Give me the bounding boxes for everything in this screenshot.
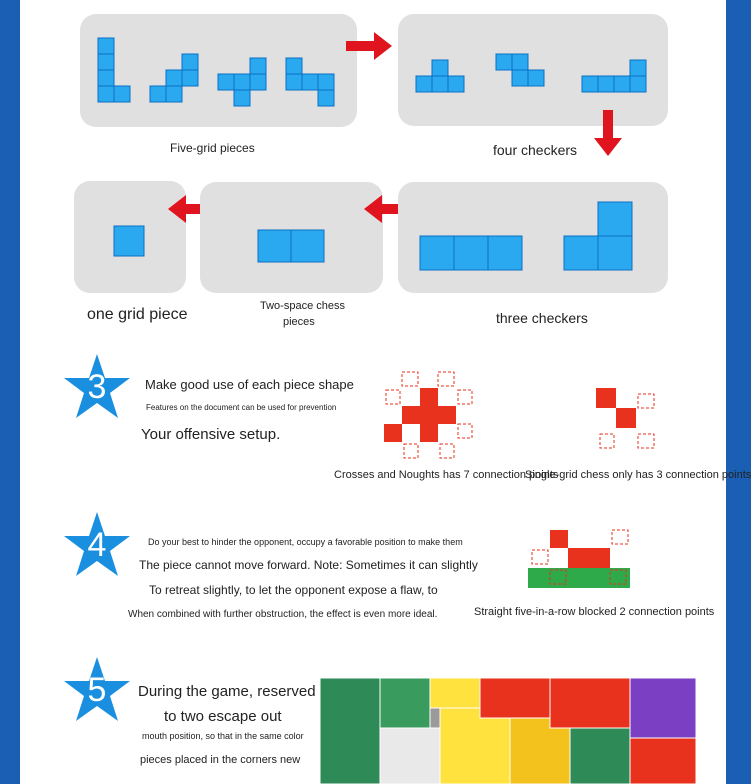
four-checkers-panel xyxy=(398,14,668,126)
four-checkers-image xyxy=(398,14,668,126)
step-4-star-icon xyxy=(62,510,132,580)
arrow-right-icon xyxy=(346,32,394,60)
step-5-number: 5 xyxy=(87,670,107,709)
step-5-line-4: pieces placed in the corners new xyxy=(140,754,301,766)
one-grid-caption: one grid piece xyxy=(87,306,188,323)
two-space-caption-line1: Two-space chess xyxy=(260,300,345,312)
four-checkers-caption: four checkers xyxy=(493,142,578,158)
step-3-number: 3 xyxy=(87,367,107,406)
step-4-line-3: To retreat slightly, to let the opponent expose a flaw, to xyxy=(149,583,438,597)
step-4-caption: Straight five-in-a-row blocked 2 connection points xyxy=(474,606,715,618)
three-checkers-image xyxy=(398,182,668,293)
step-5-line-2: to two escape out xyxy=(164,708,282,725)
cross-caption: Crosses and Noughts has 7 connection points xyxy=(334,469,559,481)
game-board-photo xyxy=(320,678,696,784)
step-4-line-1: Do your best to hinder the opponent, occupy a favorable position to make them xyxy=(148,537,463,547)
step-3-line-1: Make good use of each piece shape xyxy=(145,377,354,392)
blocked-row-image xyxy=(528,526,636,590)
cross-piece-image xyxy=(384,370,474,460)
three-checkers-panel xyxy=(398,182,668,293)
step-3-line-3: Your offensive setup. xyxy=(141,426,281,443)
five-grid-pieces-image xyxy=(80,14,357,127)
step-4-line-4: When combined with further obstruction, the effect is even more ideal. xyxy=(128,609,438,620)
single-piece-image xyxy=(596,388,676,452)
step-5-star-icon xyxy=(62,655,132,725)
step-5-line-3: mouth position, so that in the same color xyxy=(142,731,304,741)
five-grid-caption: Five-grid pieces xyxy=(170,141,255,155)
two-space-image xyxy=(200,182,383,293)
step-5-line-1: During the game, reserved xyxy=(138,683,316,700)
step-3-star-icon xyxy=(62,352,132,422)
three-checkers-caption: three checkers xyxy=(496,310,588,326)
five-grid-pieces-panel xyxy=(80,14,357,127)
two-space-panel xyxy=(200,182,383,293)
step-4-number: 4 xyxy=(87,525,107,564)
two-space-caption-line2: pieces xyxy=(283,316,315,328)
step-4-line-2: The piece cannot move forward. Note: Sometimes it can slightly xyxy=(139,558,478,572)
page xyxy=(20,0,751,784)
step-3-line-2: Features on the document can be used for prevention xyxy=(146,403,337,412)
single-caption: Single-grid chess only has 3 connection points xyxy=(525,469,751,481)
arrow-down-icon xyxy=(594,110,622,158)
